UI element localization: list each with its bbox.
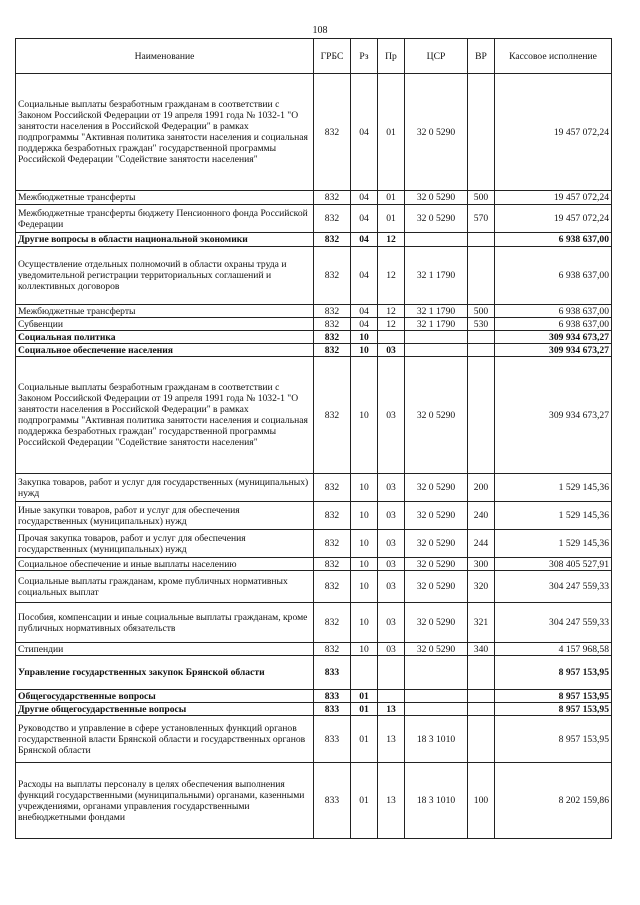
table-row [16,247,612,305]
row-csr-cell: 32 1 1790 [405,305,468,318]
row-csr-cell: 32 1 1790 [405,318,468,331]
row-vr-cell: 500 [468,305,495,318]
table-row [16,357,612,474]
row-amount-cell: 8 957 153,95 [495,656,612,690]
row-rz-cell: 01 [351,703,378,716]
row-name-cell: Стипендии [16,643,314,656]
row-pr-cell: 13 [378,703,405,716]
row-grbs-cell: 832 [314,357,351,474]
row-vr-cell [468,357,495,474]
row-name-cell: Пособия, компенсации и иные социальные выплаты гражданам, кроме публичных нормативных обязательств [16,603,314,643]
row-grbs-cell: 832 [314,191,351,205]
row-grbs-cell: 832 [314,344,351,357]
row-amount-cell: 19 457 072,24 [495,205,612,233]
row-amount-cell: 304 247 559,33 [495,603,612,643]
row-pr-cell: 13 [378,716,405,763]
row-pr-cell: 01 [378,74,405,191]
row-amount-cell: 309 934 673,27 [495,331,612,344]
table-row [16,318,612,331]
table-row [16,305,612,318]
header-rz: Рз [351,39,378,74]
table-row [16,690,612,703]
table-row [16,558,612,571]
row-grbs-cell: 832 [314,305,351,318]
row-csr-cell [405,233,468,247]
row-rz-cell: 04 [351,74,378,191]
row-grbs-cell: 832 [314,571,351,603]
row-grbs-cell: 832 [314,247,351,305]
row-vr-cell [468,716,495,763]
row-csr-cell: 32 0 5290 [405,530,468,558]
row-amount-cell: 6 938 637,00 [495,318,612,331]
row-pr-cell: 01 [378,205,405,233]
table-row [16,656,612,690]
row-rz-cell: 10 [351,344,378,357]
row-csr-cell: 32 0 5290 [405,205,468,233]
row-amount-cell: 309 934 673,27 [495,357,612,474]
row-vr-cell [468,656,495,690]
row-name-cell: Осуществление отдельных полномочий в области охраны труда и уведомительной регистрации территориальных соглашений и коллективных договоров [16,247,314,305]
row-pr-cell: 03 [378,344,405,357]
row-pr-cell: 03 [378,530,405,558]
row-pr-cell [378,690,405,703]
table-row [16,643,612,656]
row-vr-cell: 500 [468,191,495,205]
row-name-cell: Другие вопросы в области национальной экономики [16,233,314,247]
row-csr-cell [405,656,468,690]
row-grbs-cell: 832 [314,233,351,247]
row-amount-cell: 4 157 968,58 [495,643,612,656]
row-amount-cell: 19 457 072,24 [495,191,612,205]
row-csr-cell [405,344,468,357]
table-row [16,716,612,763]
row-csr-cell [405,690,468,703]
row-rz-cell: 04 [351,233,378,247]
header-amount: Кассовое исполнение [495,39,612,74]
row-rz-cell: 10 [351,474,378,502]
row-amount-cell: 1 529 145,36 [495,502,612,530]
row-csr-cell: 32 0 5290 [405,474,468,502]
row-name-cell: Социальное обеспечение населения [16,344,314,357]
row-vr-cell [468,344,495,357]
row-csr-cell [405,703,468,716]
row-grbs-cell: 832 [314,205,351,233]
row-grbs-cell: 832 [314,318,351,331]
table-row [16,603,612,643]
row-amount-cell: 304 247 559,33 [495,571,612,603]
row-grbs-cell: 832 [314,502,351,530]
row-amount-cell: 8 202 159,86 [495,763,612,839]
row-name-cell: Прочая закупка товаров, работ и услуг для обеспечения государственных (муниципальных) нужд [16,530,314,558]
row-rz-cell: 04 [351,191,378,205]
row-rz-cell: 10 [351,643,378,656]
row-grbs-cell: 833 [314,763,351,839]
row-pr-cell: 03 [378,571,405,603]
row-amount-cell: 1 529 145,36 [495,530,612,558]
row-vr-cell [468,331,495,344]
table-row [16,74,612,191]
header-grbs: ГРБС [314,39,351,74]
row-grbs-cell: 832 [314,643,351,656]
row-name-cell: Общегосударственные вопросы [16,690,314,703]
header-pr: Пр [378,39,405,74]
row-rz-cell: 04 [351,318,378,331]
row-rz-cell: 10 [351,331,378,344]
row-csr-cell: 32 1 1790 [405,247,468,305]
row-rz-cell: 10 [351,530,378,558]
row-pr-cell: 03 [378,357,405,474]
row-grbs-cell: 833 [314,716,351,763]
row-name-cell: Закупка товаров, работ и услуг для государственных (муниципальных) нужд [16,474,314,502]
row-name-cell: Межбюджетные трансферты бюджету Пенсионного фонда Российской Федерации [16,205,314,233]
row-grbs-cell: 832 [314,530,351,558]
row-pr-cell: 12 [378,305,405,318]
row-pr-cell [378,331,405,344]
row-name-cell: Субвенции [16,318,314,331]
header-vr: ВР [468,39,495,74]
row-name-cell: Межбюджетные трансферты [16,191,314,205]
row-name-cell: Социальные выплаты безработным гражданам в соответствии с Законом Российской Федерации от 19 апреля 1991 года № 1032-1 "О занятости населения в Российской Федерации" в рамках подпрограммы "Активная политика занятости населения и социальная поддержка безработных граждан" государственной программы Российской Федерации "Содействие занятости населения" [16,357,314,474]
row-csr-cell: 32 0 5290 [405,571,468,603]
row-csr-cell: 32 0 5290 [405,558,468,571]
table-row [16,344,612,357]
row-name-cell: Расходы на выплаты персоналу в целях обеспечения выполнения функций государственными (муниципальными) органами, казенными учреждениями, органами управления государственными внебюджетными фондами [16,763,314,839]
row-rz-cell: 04 [351,247,378,305]
row-grbs-cell: 833 [314,656,351,690]
row-pr-cell: 03 [378,643,405,656]
table-row [16,530,612,558]
table-row [16,191,612,205]
row-pr-cell: 12 [378,233,405,247]
page-number: 108 [312,25,328,36]
table-row [16,205,612,233]
row-amount-cell: 6 938 637,00 [495,247,612,305]
row-vr-cell: 570 [468,205,495,233]
row-vr-cell: 321 [468,603,495,643]
row-amount-cell: 308 405 527,91 [495,558,612,571]
row-pr-cell: 12 [378,318,405,331]
row-csr-cell: 18 3 1010 [405,763,468,839]
row-rz-cell: 04 [351,205,378,233]
row-name-cell: Социальные выплаты безработным гражданам в соответствии с Законом Российской Федерации от 19 апреля 1991 года № 1032-1 "О занятости населения в Российской Федерации" в рамках подпрограммы "Активная политика занятости населения и социальная поддержка безработных граждан" государственной программы Российской Федерации "Содействие занятости населения" [16,74,314,191]
row-name-cell: Межбюджетные трансферты [16,305,314,318]
row-pr-cell: 03 [378,474,405,502]
row-amount-cell: 309 934 673,27 [495,344,612,357]
row-amount-cell: 8 957 153,95 [495,703,612,716]
row-vr-cell: 300 [468,558,495,571]
row-name-cell: Управление государственных закупок Брянской области [16,656,314,690]
row-csr-cell: 32 0 5290 [405,643,468,656]
row-csr-cell: 18 3 1010 [405,716,468,763]
table-body [16,74,612,839]
row-vr-cell: 340 [468,643,495,656]
table-row [16,233,612,247]
row-csr-cell: 32 0 5290 [405,502,468,530]
row-vr-cell: 244 [468,530,495,558]
row-name-cell: Социальная политика [16,331,314,344]
row-vr-cell: 240 [468,502,495,530]
row-csr-cell [405,331,468,344]
row-pr-cell: 03 [378,558,405,571]
row-csr-cell: 32 0 5290 [405,191,468,205]
table-row [16,571,612,603]
row-pr-cell: 03 [378,603,405,643]
row-amount-cell: 19 457 072,24 [495,74,612,191]
row-name-cell: Иные закупки товаров, работ и услуг для обеспечения государственных (муниципальных) нужд [16,502,314,530]
row-vr-cell [468,233,495,247]
row-grbs-cell: 833 [314,703,351,716]
row-grbs-cell: 832 [314,558,351,571]
row-vr-cell [468,247,495,305]
table-row [16,331,612,344]
row-rz-cell [351,656,378,690]
header-name: Наименование [16,39,314,74]
budget-table [15,38,612,839]
row-amount-cell: 6 938 637,00 [495,305,612,318]
table-row [16,763,612,839]
row-name-cell: Руководство и управление в сфере установленных функций органов государственной власти Брянской области и государственных органов Брянской области [16,716,314,763]
row-grbs-cell: 832 [314,474,351,502]
row-name-cell: Социальное обеспечение и иные выплаты населению [16,558,314,571]
table-row [16,502,612,530]
row-rz-cell: 10 [351,603,378,643]
row-vr-cell [468,703,495,716]
row-name-cell: Другие общегосударственные вопросы [16,703,314,716]
row-pr-cell: 12 [378,247,405,305]
row-pr-cell [378,656,405,690]
table-row [16,474,612,502]
row-grbs-cell: 832 [314,331,351,344]
row-rz-cell: 10 [351,502,378,530]
row-amount-cell: 8 957 153,95 [495,716,612,763]
header-csr: ЦСР [405,39,468,74]
row-rz-cell: 10 [351,558,378,571]
row-name-cell: Социальные выплаты гражданам, кроме публичных нормативных социальных выплат [16,571,314,603]
row-csr-cell: 32 0 5290 [405,603,468,643]
row-vr-cell: 530 [468,318,495,331]
row-grbs-cell: 832 [314,74,351,191]
row-grbs-cell: 833 [314,690,351,703]
row-amount-cell: 6 938 637,00 [495,233,612,247]
row-csr-cell: 32 0 5290 [405,74,468,191]
row-pr-cell: 13 [378,763,405,839]
row-vr-cell [468,74,495,191]
row-amount-cell: 8 957 153,95 [495,690,612,703]
row-rz-cell: 10 [351,357,378,474]
row-amount-cell: 1 529 145,36 [495,474,612,502]
row-rz-cell: 01 [351,690,378,703]
row-rz-cell: 01 [351,716,378,763]
row-vr-cell: 100 [468,763,495,839]
row-rz-cell: 01 [351,763,378,839]
row-vr-cell: 320 [468,571,495,603]
table-header-row [16,39,612,74]
row-rz-cell: 04 [351,305,378,318]
row-vr-cell: 200 [468,474,495,502]
row-csr-cell: 32 0 5290 [405,357,468,474]
row-rz-cell: 10 [351,571,378,603]
table-row [16,703,612,716]
row-pr-cell: 03 [378,502,405,530]
row-vr-cell [468,690,495,703]
row-pr-cell: 01 [378,191,405,205]
row-grbs-cell: 832 [314,603,351,643]
